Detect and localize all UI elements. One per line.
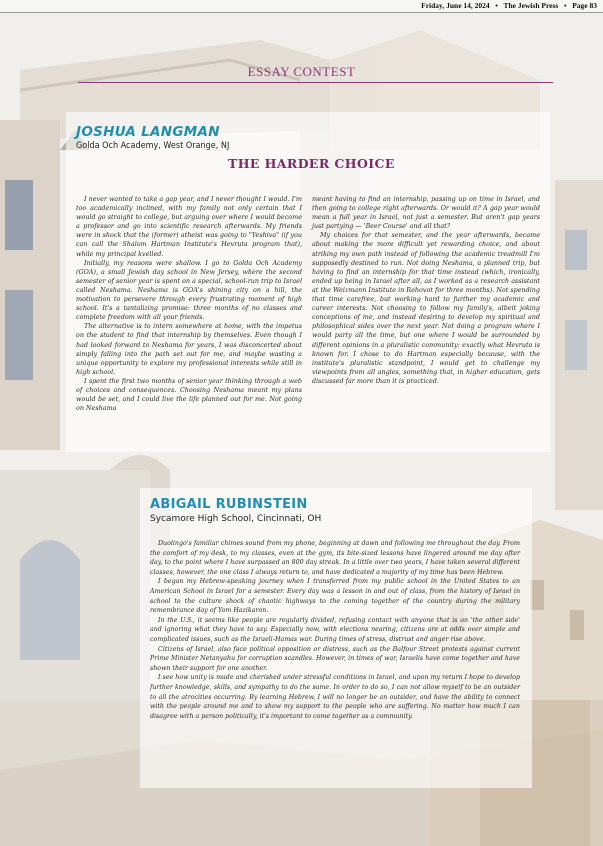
essay1-title: THE HARDER CHOICE [228, 156, 395, 171]
bullet-separator: • [491, 1, 502, 10]
paragraph: I spent the first two months of senior year thinking through a web of choices and consequences. Choosing Neshama meant my plans would be set, and I could live the life planned out for me. Not going on Neshama [76, 376, 302, 413]
paragraph: Citizens of Israel, also face political opposition or distress, such as the Balfour Street protests against current Prime Minister Netanyahu for corruption scandles. However, in times of war, Israelis have come together and have shown their support for one another. [150, 645, 520, 672]
essay1-column-2 [312, 195, 540, 386]
paragraph: I began my Hebrew-speaking journey when I transferred from my public school in the United States to an American School in Israel for a semester. Every day was a lesson in and out of class, from the history of Israel in school to the culture shock of chaotic highways to the coming together of the country during the military remembrance day of Yom Hazikaron. [150, 578, 520, 615]
newspaper-header [0, 0, 603, 13]
header-meta [421, 1, 597, 10]
header-page-number: Page 83 [572, 1, 597, 10]
paragraph: Duolingo's familiar chimes sound from my phone, beginning at dawn and following me throughout the day. From the comfort of my desk, to my classes, even at the gym, its bite-sized lessons have lingered around me day after day, to the point where I have surpassed an 800 day streak. In a little over two years, I have taken several different classes, however, the one class I always return to, and have dedicated a majority of my time has been Hebrew. [150, 540, 520, 576]
paragraph: meant having to find an internship, passing up on time in Israel, and then going to college right afterwards. Or would it? A gap year would mean a full year in Israel, not just a semester. But aren't gap years just partying — 'Beer Course' and all that? [312, 195, 540, 231]
section-divider [78, 82, 553, 83]
header-publication: The Jewish Press [503, 1, 559, 10]
essay1-column-1 [76, 195, 302, 413]
essay1-author: JOSHUA LANGMAN [76, 124, 220, 140]
paragraph: My choices for that semester, and the year afterwards, became about making the more difficult yet rewarding choice, and about striking my own path instead of following the academic treadmill I'm supposedly destined to run. Not doing Neshama, a planned trip, but having to find an internship for that time instead (which, ironically, ended up being in Israel after all, as I worked as a research assistant at the Weizmann Institute in Rehovot for three months). Not spending that time carefree, but working hard to further my academic and career interests. Not choosing to follow my family's, albeit joking conceptions of me, and instead desiring to develop my spiritual and philosophical sides over the next year. Not doing a program where I would party all the time, but one where I would be surrounded by different opinions in a pluralistic community: exactly what Hevruta is known for. I chose to do Hartman especially because, with the institute's pluralistic standpoint, I would get to challenge my viewpoints from all angles, something that, in higher education, gets discussed far more than it is practiced. [312, 231, 540, 385]
paragraph: I see how unity is made and cherished under stressful conditions in Israel, and upon my return I hope to develop further knowledge, skills, and sympathy to do the same. In order to do so, I can not allow myself to be an outsider to all the atrocities occurring. By learning Hebrew, I will no longer be an outsider, and have the ability to connect with the people around me and to show my support to the people who are suffering. No matter how much I can disagree with a person politically, it's important to come together as a community. [150, 674, 520, 720]
paragraph: Initially, my reasons were shallow. I go to Golda Och Academy (GOA), a small Jewish day school in New Jersey, where the second semester of senior year is spent on a special, school-run trip to Israel called Neshama. Neshama is GOA's shining city on a hill, the motivation to persevere through every frustrating moment of high school. It's a tantalizing promise: three months of no classes and complete freedom with all your friends. [76, 258, 302, 322]
bullet-separator: • [560, 1, 571, 10]
essay1-school: Golda Och Academy, West Orange, NJ [76, 141, 230, 151]
header-date: Friday, June 14, 2024 [421, 1, 490, 10]
essay2-body [150, 539, 520, 721]
essay2-school: Sycamore High School, Cincinnati, OH [150, 514, 322, 524]
paragraph: In the U.S., it seems like people are regularly divided, refusing contact with anyone that is on 'the other side' and ignoring what they have to say. Especially now, with elections nearing, citizens are at odds over simple and complicated issues, such as the Israeli-Hamas war. During times of stress, distrust and anger rise above. [150, 616, 520, 643]
essay2-author: ABIGAIL RUBINSTEIN [150, 497, 308, 512]
paragraph: I never wanted to take a gap year, and I never thought I would. I'm too academically inclined, with my family not only certain that I would go straight to college, but arguing over where I would become a professor and go into scientific research afterwards. My friends were in shock that the (former) atheist was going to "Yeshiva" (if you can call the Shalom Hartman Institute's Hevruta program that), while my principal kvelled. [76, 195, 302, 258]
paragraph: The alternative is to intern somewhere at home, with the impetus on the student to find that internship by themselves. Even though I had looked forward to Neshama for years, I was disconcerted about simply falling into the path set out for me, and maybe wasting a unique opportunity to explore my professional interests while still in high school. [76, 322, 302, 376]
section-title: ESSAY CONTEST [247, 64, 356, 79]
